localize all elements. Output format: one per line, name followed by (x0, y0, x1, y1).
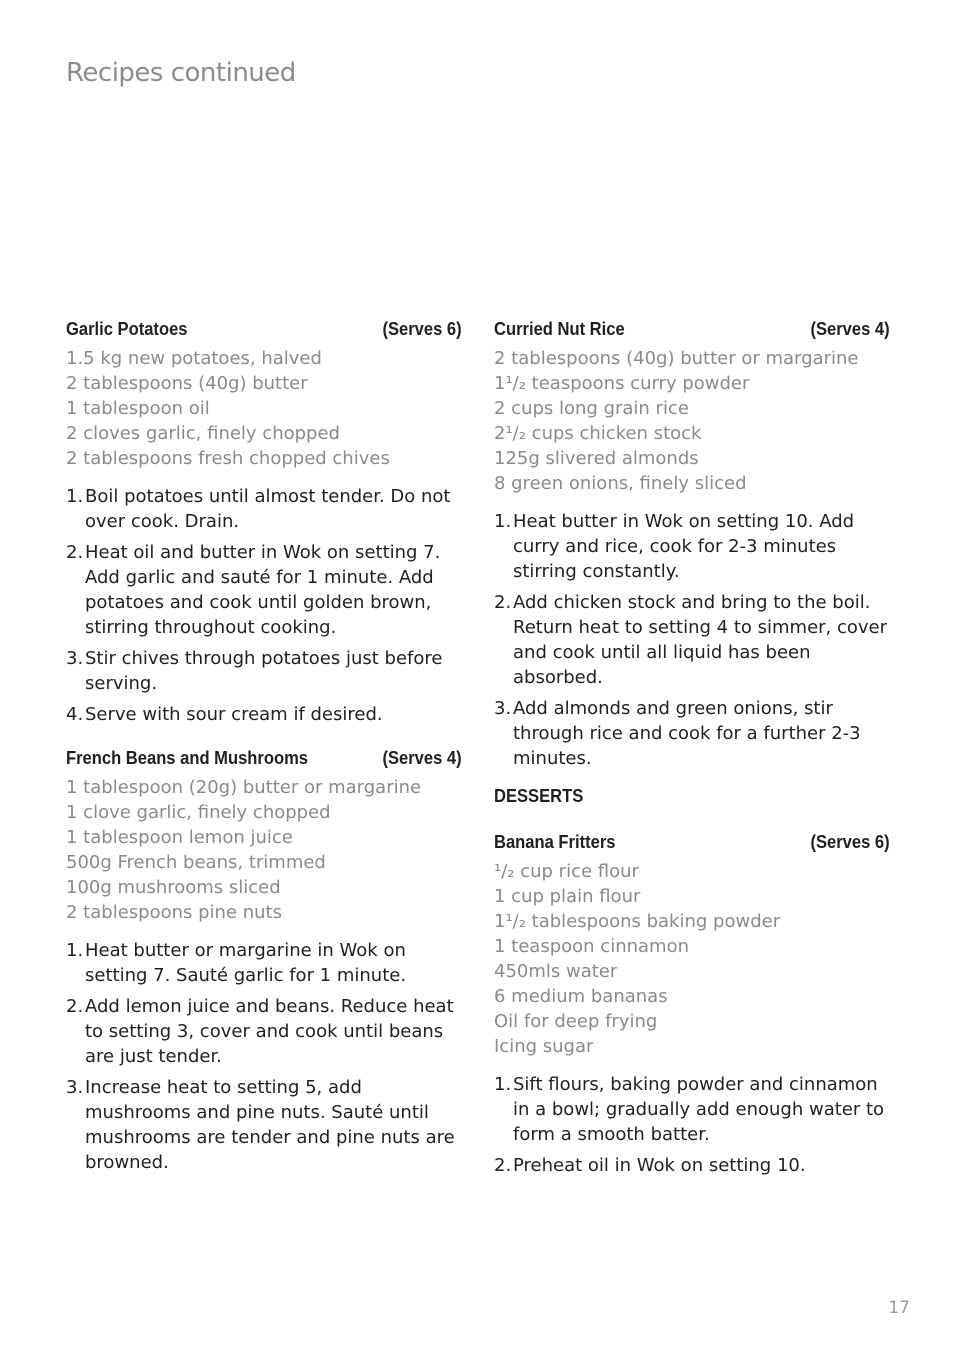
step-number: 1. (494, 1074, 512, 1095)
ingredient-item: 8 green onions, finely sliced (494, 473, 747, 494)
step-text: Increase heat to setting 5, add mushrooms and pine nuts. Sauté until mushrooms are tender and pine nuts are browned. (85, 1077, 455, 1173)
step-text: Heat butter in Wok on setting 10. Add curry and rice, cook for 2-3 minutes stirring constantly. (513, 511, 855, 582)
step-text: Serve with sour cream if desired. (85, 704, 383, 725)
recipe-title: Garlic Potatoes (66, 319, 188, 339)
step-text: Boil potatoes until almost tender. Do not over cook. Drain. (85, 486, 451, 532)
ingredient-item: 1 tablespoon oil (66, 398, 210, 419)
left-column (66, 318, 462, 1181)
step-number: 2. (494, 592, 512, 613)
ingredient-item: 2 tablespoons pine nuts (66, 902, 282, 923)
ingredient-item: 450mls water (494, 961, 618, 982)
right-column (494, 318, 890, 1184)
recipe-title: French Beans and Mushrooms (66, 748, 309, 768)
method-step (494, 590, 890, 690)
ingredient-item: 100g mushrooms sliced (66, 877, 281, 898)
recipe-header (66, 318, 462, 340)
step-number: 1. (494, 511, 512, 532)
step-number: 2. (66, 996, 84, 1017)
method-step (494, 1153, 890, 1178)
step-number: 3. (66, 648, 84, 669)
method-steps (494, 509, 890, 771)
method-steps (494, 1072, 890, 1178)
method-step (494, 509, 890, 584)
ingredient-item: ¹/₂ cup rice flour (494, 861, 639, 882)
recipe-header (494, 318, 890, 340)
recipe-french-beans (66, 747, 462, 1175)
ingredient-item: 1 tablespoon (20g) butter or margarine (66, 777, 422, 798)
recipe-title: Curried Nut Rice (494, 319, 625, 339)
method-step (494, 1072, 890, 1147)
step-number: 2. (66, 542, 84, 563)
step-text: Stir chives through potatoes just before serving. (85, 648, 443, 694)
step-text: Heat butter or margarine in Wok on setting 7. Sauté garlic for 1 minute. (85, 940, 407, 986)
step-number: 4. (66, 704, 84, 725)
method-step (66, 484, 462, 534)
method-step (494, 696, 890, 771)
method-step (66, 702, 462, 727)
ingredient-list (494, 859, 890, 1059)
ingredient-list (66, 346, 462, 471)
step-text: Preheat oil in Wok on setting 10. (513, 1155, 806, 1176)
recipe-curried-nut-rice (494, 318, 890, 771)
step-number: 2. (494, 1155, 512, 1176)
step-number: 3. (494, 698, 512, 719)
ingredient-list (66, 775, 462, 925)
recipe-serves: (Serves 6) (810, 832, 890, 852)
method-step (66, 646, 462, 696)
step-number: 1. (66, 486, 84, 507)
recipe-header (66, 747, 462, 769)
ingredient-item: 2 cloves garlic, finely chopped (66, 423, 340, 444)
method-step (66, 1075, 462, 1175)
method-steps (66, 938, 462, 1175)
step-number: 1. (66, 940, 84, 961)
ingredient-item: 1 clove garlic, finely chopped (66, 802, 331, 823)
ingredient-item: 1 cup plain flour (494, 886, 641, 907)
ingredient-item: 1 teaspoon cinnamon (494, 936, 689, 957)
ingredient-item: 1¹/₂ teaspoons curry powder (494, 373, 750, 394)
method-step (66, 938, 462, 988)
ingredient-item: 2 tablespoons (40g) butter or margarine (494, 348, 859, 369)
ingredient-item: 500g French beans, trimmed (66, 852, 326, 873)
ingredient-item: 6 medium bananas (494, 986, 668, 1007)
ingredient-item: 1¹/₂ tablespoons baking powder (494, 911, 781, 932)
ingredient-item: 2 tablespoons (40g) butter (66, 373, 308, 394)
ingredient-list (494, 346, 890, 496)
recipe-serves: (Serves 6) (382, 319, 462, 339)
step-text: Add almonds and green onions, stir through rice and cook for a further 2-3 minutes. (513, 698, 861, 769)
step-text: Heat oil and butter in Wok on setting 7. Add garlic and sauté for 1 minute. Add potatoes and cook until golden brown, stirring throughout cooking. (85, 542, 441, 638)
ingredient-item: 1.5 kg new potatoes, halved (66, 348, 322, 369)
recipe-serves: (Serves 4) (382, 748, 462, 768)
recipe-banana-fritters (494, 831, 890, 1178)
ingredient-item: 125g slivered almonds (494, 448, 699, 469)
section-heading-desserts: DESSERTS (494, 786, 584, 806)
step-text: Sift flours, baking powder and cinnamon in a bowl; gradually add enough water to form a smooth batter. (513, 1074, 885, 1145)
ingredient-item: Oil for deep frying (494, 1011, 658, 1032)
ingredient-item: 2 cups long grain rice (494, 398, 689, 419)
recipe-garlic-potatoes (66, 318, 462, 727)
method-step (66, 540, 462, 640)
step-text: Add lemon juice and beans. Reduce heat to setting 3, cover and cook until beans are just tender. (85, 996, 454, 1067)
step-number: 3. (66, 1077, 84, 1098)
ingredient-item: 1 tablespoon lemon juice (66, 827, 293, 848)
ingredient-item: 2¹/₂ cups chicken stock (494, 423, 702, 444)
method-steps (66, 484, 462, 727)
method-step (66, 994, 462, 1069)
recipe-serves: (Serves 4) (810, 319, 890, 339)
page-number: 17 (888, 1298, 910, 1318)
page-title: Recipes continued (66, 58, 296, 88)
ingredient-item: Icing sugar (494, 1036, 594, 1057)
recipe-title: Banana Fritters (494, 832, 616, 852)
ingredient-item: 2 tablespoons fresh chopped chives (66, 448, 390, 469)
step-text: Add chicken stock and bring to the boil. Return heat to setting 4 to simmer, cover and cook until all liquid has been absorbed. (513, 592, 888, 688)
recipe-header (494, 831, 890, 853)
